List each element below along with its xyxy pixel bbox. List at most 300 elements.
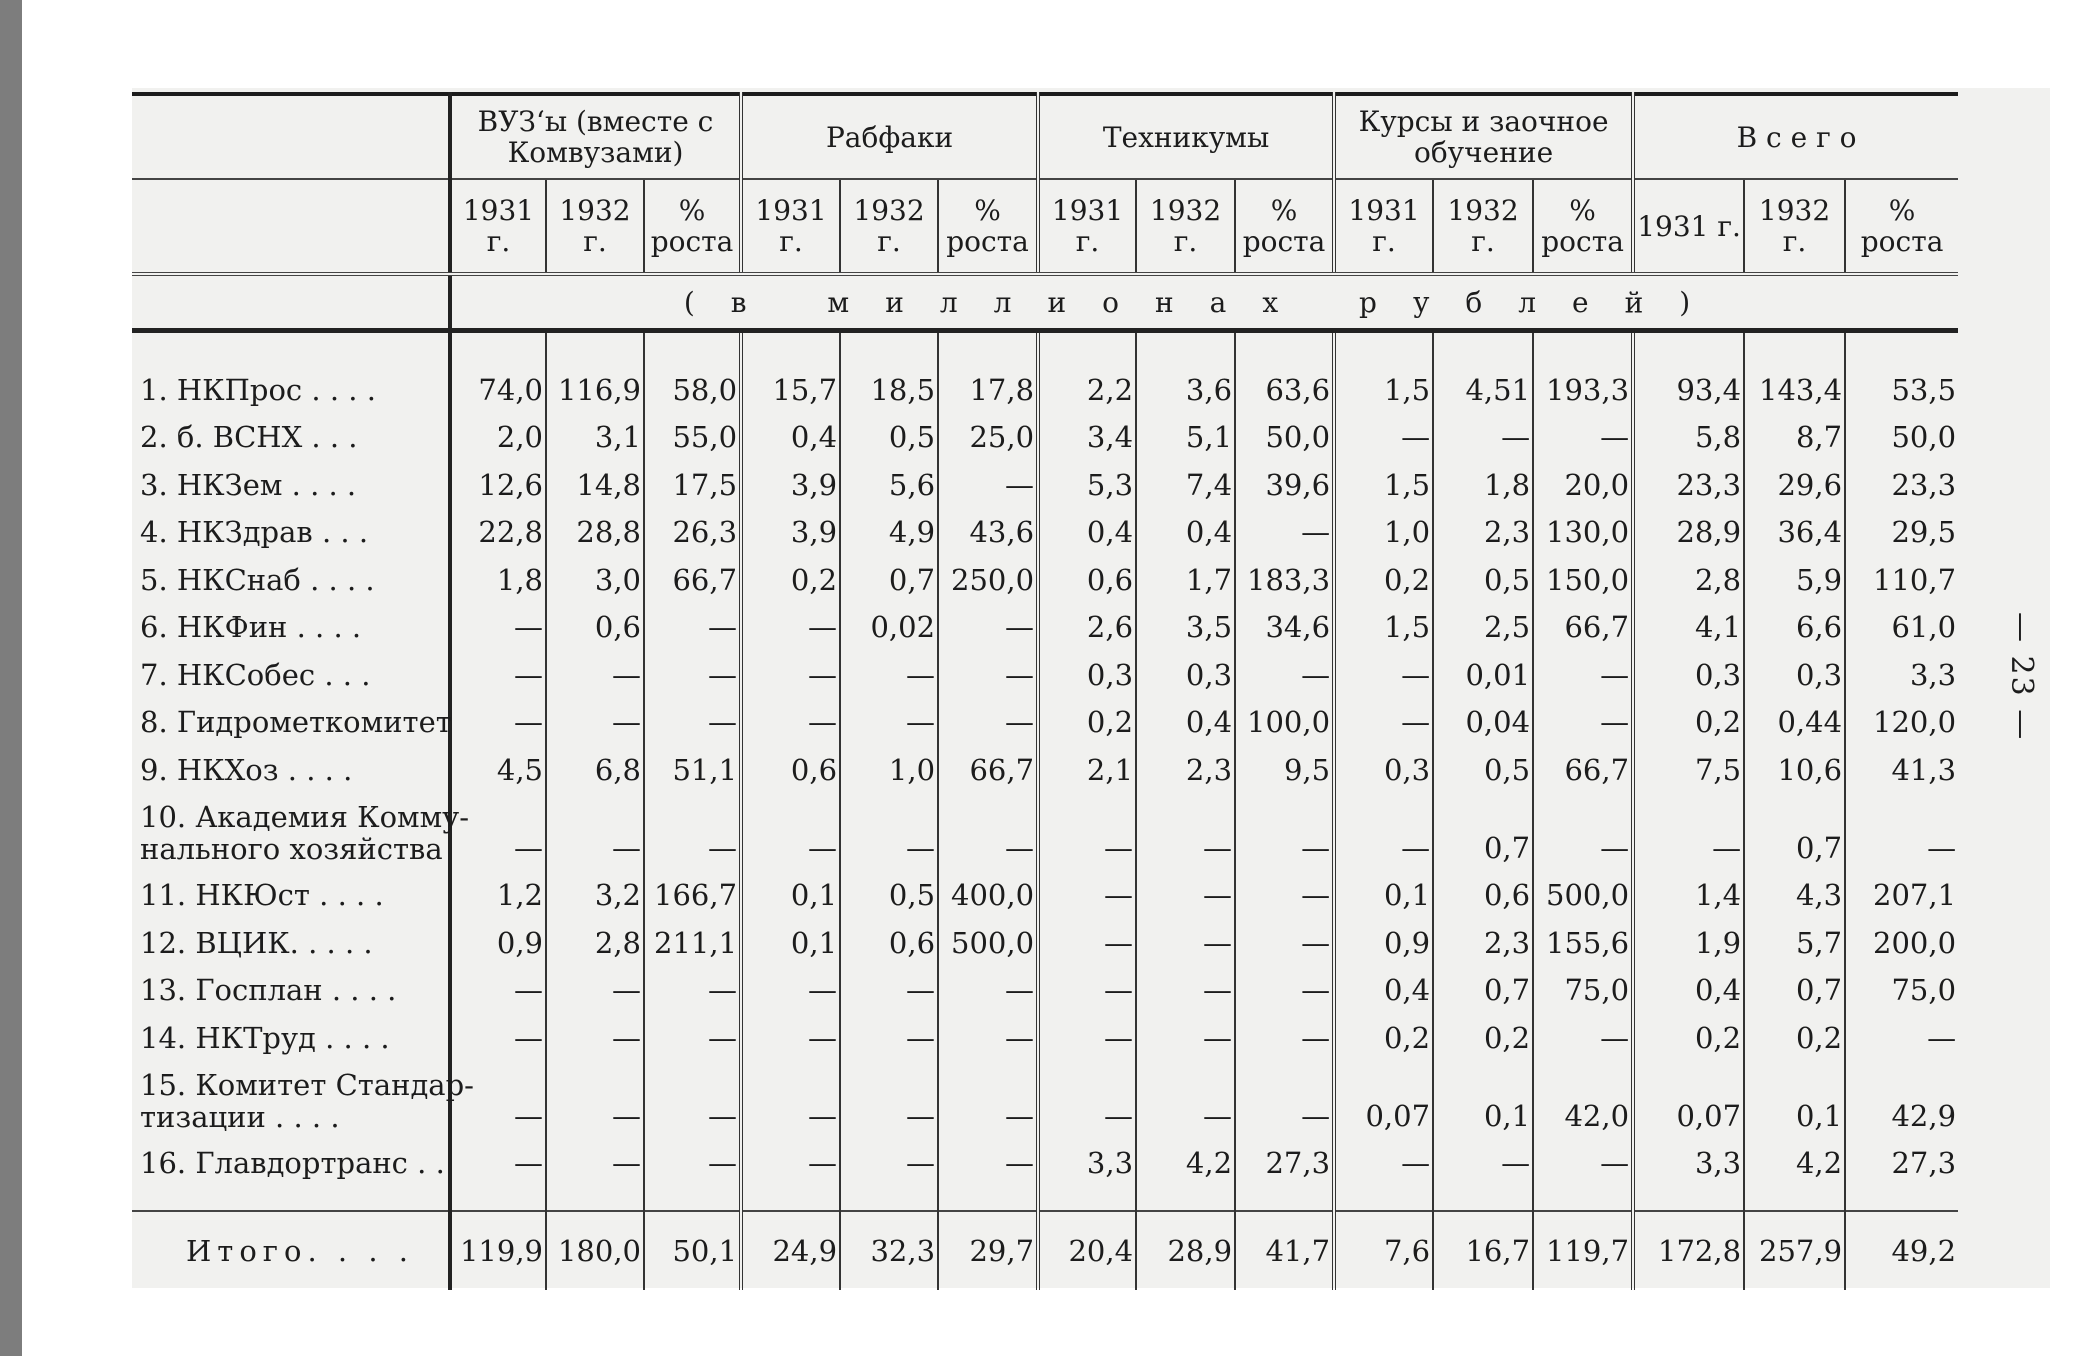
- table-cell: —: [840, 694, 938, 742]
- table-cell: —: [1136, 962, 1235, 1010]
- table-cell: —: [644, 1135, 741, 1183]
- table-cell: —: [644, 599, 741, 647]
- table-cell: 5,1: [1136, 409, 1235, 457]
- table-cell: 28,8: [546, 504, 644, 552]
- table-cell: 23,3: [1633, 456, 1744, 504]
- table-cell: 4,9: [840, 504, 938, 552]
- table-cell: —: [546, 962, 644, 1010]
- table-cell: 0,4: [1334, 962, 1433, 1010]
- table-cell: 1,0: [840, 741, 938, 789]
- table-cell: —: [450, 694, 546, 742]
- table-cell: 0,2: [1633, 1009, 1744, 1057]
- table-cell: 50,0: [1845, 409, 1958, 457]
- subheader-row: [132, 179, 1958, 274]
- table-cell: —: [741, 789, 840, 867]
- table-cell: 66,7: [938, 741, 1038, 789]
- table-cell: 0,4: [1136, 694, 1235, 742]
- table-cell: 0,5: [1433, 551, 1533, 599]
- table-cell: 3,3: [1845, 646, 1958, 694]
- table-cell: 66,7: [644, 551, 741, 599]
- table-cell: 61,0: [1845, 599, 1958, 647]
- subheader-1931: 1931 г.: [1334, 179, 1433, 274]
- subheader-1931: 1931 г.: [450, 179, 546, 274]
- table-cell: 20,0: [1533, 456, 1633, 504]
- table-cell: —: [938, 456, 1038, 504]
- table-cell: 2,2: [1038, 361, 1136, 409]
- page-number: — 23 —: [2004, 612, 2039, 742]
- table-cell: 0,6: [1433, 867, 1533, 915]
- subheader-growth: % роста: [644, 179, 741, 274]
- table-cell: 1,5: [1334, 361, 1433, 409]
- table-cell: 6,8: [546, 741, 644, 789]
- row-label: 14. НКТруд . . . .: [140, 1020, 390, 1055]
- table-cell: 0,7: [1744, 962, 1845, 1010]
- table-cell: —: [1235, 914, 1334, 962]
- table-cell: 183,3: [1235, 551, 1334, 599]
- table-cell: —: [741, 1009, 840, 1057]
- total-cell: 29,7: [938, 1211, 1038, 1290]
- table-cell: 0,2: [741, 551, 840, 599]
- subheader-1931: 1931 г.: [1633, 179, 1744, 274]
- table-cell: —: [840, 646, 938, 694]
- table-cell: —: [938, 694, 1038, 742]
- subheader-growth: % роста: [1235, 179, 1334, 274]
- table-cell: 63,6: [1235, 361, 1334, 409]
- table-cell: 0,9: [450, 914, 546, 962]
- table-cell: 55,0: [644, 409, 741, 457]
- table-cell: —: [546, 789, 644, 867]
- table-cell: 5,9: [1744, 551, 1845, 599]
- total-cell: 32,3: [840, 1211, 938, 1290]
- total-cell: 41,7: [1235, 1211, 1334, 1290]
- table-cell: 143,4: [1744, 361, 1845, 409]
- group-header-rabfaki: Рабфаки: [741, 94, 1038, 179]
- table-cell: 0,7: [1433, 962, 1533, 1010]
- table-cell: 34,6: [1235, 599, 1334, 647]
- table-row: [132, 694, 1958, 742]
- table-cell: —: [840, 789, 938, 867]
- table-cell: —: [450, 789, 546, 867]
- table-cell: —: [840, 1057, 938, 1135]
- table-cell: 26,3: [644, 504, 741, 552]
- table-cell: —: [450, 962, 546, 1010]
- table-cell: 18,5: [840, 361, 938, 409]
- subheader-1931: 1931 г.: [1038, 179, 1136, 274]
- table-cell: 4,2: [1744, 1135, 1845, 1183]
- row-label: 2. б. ВСНХ . . .: [140, 420, 358, 454]
- table-cell: 15,7: [741, 361, 840, 409]
- table-cell: 41,3: [1845, 741, 1958, 789]
- table-cell: 2,3: [1433, 504, 1533, 552]
- table-cell: 93,4: [1633, 361, 1744, 409]
- stub-subheader: [132, 179, 450, 274]
- subheader-1931: 1931 г.: [741, 179, 840, 274]
- table-cell: 1,5: [1334, 599, 1433, 647]
- table-cell: 4,3: [1744, 867, 1845, 915]
- table-cell: 0,3: [1334, 741, 1433, 789]
- table-cell: —: [1845, 1009, 1958, 1057]
- table-cell: 43,6: [938, 504, 1038, 552]
- table-cell: 0,2: [1334, 1009, 1433, 1057]
- table-cell: 3,3: [1038, 1135, 1136, 1183]
- table-cell: —: [1038, 962, 1136, 1010]
- table-cell: 3,6: [1136, 361, 1235, 409]
- table-cell: 1,9: [1633, 914, 1744, 962]
- table-cell: —: [1136, 914, 1235, 962]
- table-cell: —: [741, 1057, 840, 1135]
- table-cell: —: [644, 694, 741, 742]
- table-cell: 120,0: [1845, 694, 1958, 742]
- table-cell: 5,8: [1633, 409, 1744, 457]
- table-row: [132, 1057, 1958, 1135]
- table-cell: 0,1: [1433, 1057, 1533, 1135]
- table-row: [132, 1135, 1958, 1183]
- table-cell: 211,1: [644, 914, 741, 962]
- total-cell: 180,0: [546, 1211, 644, 1290]
- table-cell: —: [1038, 1057, 1136, 1135]
- row-label: 7. НКСобес . . .: [140, 657, 371, 692]
- table-cell: 0,07: [1334, 1057, 1433, 1135]
- table-cell: 14,8: [546, 456, 644, 504]
- table-cell: 4,2: [1136, 1135, 1235, 1183]
- table-cell: 53,5: [1845, 361, 1958, 409]
- table-cell: —: [938, 789, 1038, 867]
- table-cell: —: [1136, 1057, 1235, 1135]
- table-cell: —: [840, 962, 938, 1010]
- page: [22, 0, 2093, 1356]
- table-cell: 1,5: [1334, 456, 1433, 504]
- table-cell: —: [450, 1057, 546, 1135]
- table-cell: 0,7: [1744, 789, 1845, 867]
- row-label: 11. НКЮст . . . .: [140, 878, 384, 912]
- table-cell: 2,3: [1136, 741, 1235, 789]
- table-cell: —: [644, 962, 741, 1010]
- table-cell: —: [938, 1057, 1038, 1135]
- table-cell: 0,2: [1038, 694, 1136, 742]
- table-cell: 0,5: [1433, 741, 1533, 789]
- table-cell: 5,7: [1744, 914, 1845, 962]
- table-cell: —: [1533, 1135, 1633, 1183]
- table-cell: 4,5: [450, 741, 546, 789]
- table-cell: 75,0: [1845, 962, 1958, 1010]
- table-cell: 207,1: [1845, 867, 1958, 915]
- table-cell: —: [546, 646, 644, 694]
- table-cell: 0,1: [741, 914, 840, 962]
- table-cell: 193,3: [1533, 361, 1633, 409]
- table-cell: 110,7: [1845, 551, 1958, 599]
- subheader-1932: 1932 г.: [1744, 179, 1845, 274]
- table-cell: 166,7: [644, 867, 741, 915]
- table-cell: —: [741, 962, 840, 1010]
- table-cell: 0,02: [840, 599, 938, 647]
- table-cell: —: [938, 599, 1038, 647]
- table-cell: —: [1038, 1009, 1136, 1057]
- table-cell: 27,3: [1235, 1135, 1334, 1183]
- subheader-1932: 1932 г.: [1433, 179, 1533, 274]
- row-label: 12. ВЦИК. . . . .: [140, 925, 373, 960]
- table-cell: 0,3: [1136, 646, 1235, 694]
- table-cell: 1,4: [1633, 867, 1744, 915]
- row-label: [132, 789, 470, 867]
- total-label: Итого. . . .: [132, 1211, 450, 1290]
- table-cell: —: [450, 1009, 546, 1057]
- table-cell: —: [1235, 1057, 1334, 1135]
- table-cell: —: [1038, 867, 1136, 915]
- table-cell: —: [450, 1135, 546, 1183]
- table-cell: 17,5: [644, 456, 741, 504]
- table-cell: 0,5: [840, 867, 938, 915]
- subheader-1932: 1932 г.: [840, 179, 938, 274]
- table-cell: 100,0: [1235, 694, 1334, 742]
- table-cell: 22,8: [450, 504, 546, 552]
- row-label: [132, 1057, 474, 1135]
- subheader-growth: % роста: [938, 179, 1038, 274]
- table-cell: —: [840, 1135, 938, 1183]
- table-cell: —: [1235, 1009, 1334, 1057]
- table-cell: 10,6: [1744, 741, 1845, 789]
- table-cell: 0,4: [1633, 962, 1744, 1010]
- subheader-growth: % роста: [1845, 179, 1958, 274]
- table-cell: —: [1433, 409, 1533, 457]
- row-label: 4. НКЗдрав . . .: [140, 515, 369, 549]
- unit-note: (в миллионах рублей): [683, 285, 1727, 319]
- table-cell: —: [1038, 789, 1136, 867]
- total-cell: 49,2: [1845, 1211, 1958, 1290]
- row-label-line: тизации . . . .: [140, 1099, 340, 1134]
- row-label-line: нального хозяйства: [140, 831, 443, 866]
- subheader-growth: % роста: [1533, 179, 1633, 274]
- table-cell: —: [1533, 789, 1633, 867]
- table-cell: 74,0: [450, 361, 546, 409]
- table-row: [132, 867, 1958, 915]
- table-cell: —: [1633, 789, 1744, 867]
- table-cell: 0,6: [840, 914, 938, 962]
- table-cell: 12,6: [450, 456, 546, 504]
- table-cell: —: [1136, 789, 1235, 867]
- table-cell: 2,5: [1433, 599, 1533, 647]
- table-cell: 29,6: [1744, 456, 1845, 504]
- row-label: 8. Гидрометкомитет: [140, 705, 452, 739]
- table-cell: 2,1: [1038, 741, 1136, 789]
- row-label-line: 15. Комитет Стандар-: [140, 1067, 474, 1102]
- table-cell: 0,3: [1038, 646, 1136, 694]
- table-cell: —: [644, 1057, 741, 1135]
- table-cell: 0,1: [1744, 1057, 1845, 1135]
- table-cell: —: [546, 1009, 644, 1057]
- group-header-kursy: Курсы и заочное обучение: [1334, 94, 1633, 179]
- table-cell: —: [1334, 1135, 1433, 1183]
- table-cell: —: [644, 646, 741, 694]
- row-label: 6. НКФин . . . .: [140, 610, 362, 644]
- table-cell: 1,7: [1136, 551, 1235, 599]
- total-row: [132, 1211, 1958, 1290]
- table-cell: 27,3: [1845, 1135, 1958, 1183]
- table-cell: 3,0: [546, 551, 644, 599]
- table-cell: 0,7: [1433, 789, 1533, 867]
- table-row: [132, 789, 1958, 867]
- table-cell: 0,07: [1633, 1057, 1744, 1135]
- table-row: [132, 361, 1958, 409]
- table-cell: 2,8: [1633, 551, 1744, 599]
- table-cell: 0,1: [1334, 867, 1433, 915]
- subheader-1932: 1932 г.: [1136, 179, 1235, 274]
- unit-row: [132, 274, 1958, 331]
- table-cell: 1,8: [1433, 456, 1533, 504]
- table-cell: 3,5: [1136, 599, 1235, 647]
- table-cell: —: [1533, 694, 1633, 742]
- table-cell: 0,01: [1433, 646, 1533, 694]
- table-cell: 0,6: [546, 599, 644, 647]
- row-label-line: 10. Академия Комму-: [140, 799, 470, 834]
- table-cell: 36,4: [1744, 504, 1845, 552]
- table-row: [132, 646, 1958, 694]
- table-cell: —: [1433, 1135, 1533, 1183]
- table-cell: 0,9: [1334, 914, 1433, 962]
- table-cell: 51,1: [644, 741, 741, 789]
- table-row: [132, 741, 1958, 789]
- table-cell: 0,2: [1334, 551, 1433, 599]
- table-cell: —: [1533, 409, 1633, 457]
- table-cell: —: [1533, 646, 1633, 694]
- total-cell: 119,7: [1533, 1211, 1633, 1290]
- table-row: [132, 914, 1958, 962]
- table-cell: 0,7: [840, 551, 938, 599]
- total-cell: 50,1: [644, 1211, 741, 1290]
- table-row: [132, 456, 1958, 504]
- table-cell: —: [840, 1009, 938, 1057]
- table-cell: 17,8: [938, 361, 1038, 409]
- table-cell: 116,9: [546, 361, 644, 409]
- table-cell: 3,1: [546, 409, 644, 457]
- table-cell: —: [938, 646, 1038, 694]
- table-cell: 4,1: [1633, 599, 1744, 647]
- subheader-1932: 1932 г.: [546, 179, 644, 274]
- table-cell: 400,0: [938, 867, 1038, 915]
- table-cell: 28,9: [1633, 504, 1744, 552]
- table-cell: 3,4: [1038, 409, 1136, 457]
- table-cell: 3,9: [741, 456, 840, 504]
- table-cell: 3,9: [741, 504, 840, 552]
- table-cell: 0,2: [1433, 1009, 1533, 1057]
- table-cell: 500,0: [1533, 867, 1633, 915]
- table-cell: —: [644, 789, 741, 867]
- row-label: 3. НКЗем . . . .: [140, 467, 357, 502]
- table-cell: 130,0: [1533, 504, 1633, 552]
- table-cell: 1,2: [450, 867, 546, 915]
- table-row: [132, 1009, 1958, 1057]
- table-cell: —: [938, 962, 1038, 1010]
- row-label: 13. Госплан . . . .: [140, 973, 397, 1007]
- table-cell: 3,2: [546, 867, 644, 915]
- table-cell: 3,3: [1633, 1135, 1744, 1183]
- table-cell: —: [741, 646, 840, 694]
- table-cell: 200,0: [1845, 914, 1958, 962]
- table-cell: 25,0: [938, 409, 1038, 457]
- table-cell: —: [741, 694, 840, 742]
- table-cell: 0,2: [1633, 694, 1744, 742]
- table-cell: 29,5: [1845, 504, 1958, 552]
- row-label: 1. НКПрос . . . .: [140, 372, 376, 407]
- table-cell: 42,9: [1845, 1057, 1958, 1135]
- total-cell: 7,6: [1334, 1211, 1433, 1290]
- table-cell: —: [1136, 867, 1235, 915]
- table-row: [132, 962, 1958, 1010]
- table-cell: —: [1235, 962, 1334, 1010]
- table-cell: —: [1334, 409, 1433, 457]
- table-cell: —: [741, 599, 840, 647]
- table-cell: 5,3: [1038, 456, 1136, 504]
- table-cell: 66,7: [1533, 599, 1633, 647]
- table-cell: —: [1235, 646, 1334, 694]
- table-cell: 0,1: [741, 867, 840, 915]
- table-cell: 0,44: [1744, 694, 1845, 742]
- scanned-page: [132, 88, 2050, 1288]
- group-header-tekhnikumy: Техникумы: [1038, 94, 1334, 179]
- table-cell: 58,0: [644, 361, 741, 409]
- total-cell: 119,9: [450, 1211, 546, 1290]
- table-cell: 50,0: [1235, 409, 1334, 457]
- total-cell: 16,7: [1433, 1211, 1533, 1290]
- row-label: 9. НКХоз . . . .: [140, 752, 353, 787]
- table-cell: 0,04: [1433, 694, 1533, 742]
- row-label: 16. Главдортранс . .: [140, 1146, 445, 1180]
- table-cell: 7,4: [1136, 456, 1235, 504]
- table-cell: 42,0: [1533, 1057, 1633, 1135]
- table-cell: —: [1038, 914, 1136, 962]
- table-cell: 5,6: [840, 456, 938, 504]
- table-cell: —: [938, 1135, 1038, 1183]
- table-cell: 0,4: [1136, 504, 1235, 552]
- table-cell: 6,6: [1744, 599, 1845, 647]
- table-cell: 2,6: [1038, 599, 1136, 647]
- table-cell: 2,3: [1433, 914, 1533, 962]
- table-cell: 0,6: [741, 741, 840, 789]
- table-cell: —: [546, 1135, 644, 1183]
- table-cell: —: [1235, 504, 1334, 552]
- table-cell: 500,0: [938, 914, 1038, 962]
- table-cell: 39,6: [1235, 456, 1334, 504]
- table-row: [132, 409, 1958, 457]
- table-cell: —: [450, 599, 546, 647]
- table-cell: 4,51: [1433, 361, 1533, 409]
- table-cell: —: [741, 1135, 840, 1183]
- total-cell: 20,4: [1038, 1211, 1136, 1290]
- table-cell: —: [1334, 789, 1433, 867]
- table-cell: 0,2: [1744, 1009, 1845, 1057]
- table-cell: 0,4: [1038, 504, 1136, 552]
- table-cell: 0,3: [1744, 646, 1845, 694]
- table-cell: 1,0: [1334, 504, 1433, 552]
- table-cell: —: [644, 1009, 741, 1057]
- table-cell: —: [938, 1009, 1038, 1057]
- table-cell: —: [1334, 646, 1433, 694]
- row-label: 5. НКСнаб . . . .: [140, 562, 375, 597]
- table-cell: 2,8: [546, 914, 644, 962]
- table-cell: 9,5: [1235, 741, 1334, 789]
- table-cell: 0,4: [741, 409, 840, 457]
- table-cell: —: [1136, 1009, 1235, 1057]
- table-cell: 75,0: [1533, 962, 1633, 1010]
- table-cell: 150,0: [1533, 551, 1633, 599]
- table-cell: 66,7: [1533, 741, 1633, 789]
- statistics-table: [132, 92, 1958, 1290]
- table-body: [132, 331, 1958, 1291]
- total-cell: 24,9: [741, 1211, 840, 1290]
- table-cell: 0,5: [840, 409, 938, 457]
- total-cell: 172,8: [1633, 1211, 1744, 1290]
- table-cell: —: [546, 1057, 644, 1135]
- table-row: [132, 504, 1958, 552]
